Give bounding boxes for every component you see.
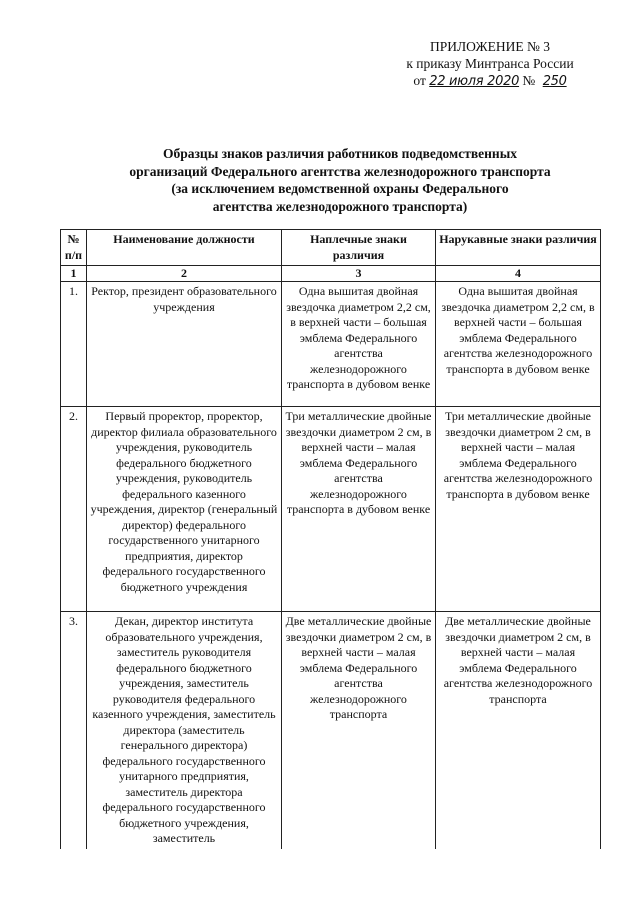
shoulder-signs-cell: Одна вышитая двойная звездочка диаметром 2,2 см, в верхней части – большая эмблема Федерального агентства железнодорожного транспорта в дубовом венке xyxy=(282,282,436,407)
order-reference: к приказу Минтранса России xyxy=(406,56,574,71)
position-cell: Декан, директор института образовательного учреждения, заместитель руководителя федерального бюджетного учреждения, заместитель руководителя федерального казенного учреждения, заместитель директора (заместитель генерального директора) федерального государственного унитарного предприятия, заместитель директора федерального государственного бюджетного учреждения, заместитель xyxy=(87,612,282,849)
insignia-table xyxy=(60,229,601,849)
table-row xyxy=(61,407,601,612)
handwritten-date: 22 июля 2020 xyxy=(429,74,520,89)
sleeve-signs-cell: Две металлические двойные звездочки диаметром 2 см, в верхней части – малая эмблема Федерального агентства железнодорожного транспорта xyxy=(436,612,601,849)
number-prefix: № xyxy=(522,73,536,88)
sleeve-signs-cell: Три металлические двойные звездочки диаметром 2 см, в верхней части – малая эмблема Федерального агентства железнодорожного транспорта в дубовом венке xyxy=(436,407,601,612)
column-index: 1 xyxy=(61,266,87,282)
row-number: 1. xyxy=(61,282,87,407)
column-index: 2 xyxy=(87,266,282,282)
sleeve-signs-cell: Одна вышитая двойная звездочка диаметром 2,2 см, в верхней части – большая эмблема Федерального агентства железнодорожного транспорта в дубовом венке xyxy=(436,282,601,407)
from-prefix: от xyxy=(413,73,426,88)
handwritten-order-number: 250 xyxy=(542,74,567,89)
order-date-number-line xyxy=(380,72,600,90)
appendix-header xyxy=(380,38,600,90)
header-num: № п/п xyxy=(61,230,87,266)
column-index: 3 xyxy=(282,266,436,282)
header-shoulder-signs: Наплечные знаки различия xyxy=(282,230,436,266)
title-line-2: организаций Федерального агентства железнодорожного транспорта xyxy=(129,163,551,179)
title-line-3: (за исключением ведомственной охраны Федерального xyxy=(171,181,509,196)
table-header-row xyxy=(61,230,601,266)
header-sleeve-signs: Нарукавные знаки различия xyxy=(436,230,601,266)
title-line-1: Образцы знаков различия работников подведомственных xyxy=(163,146,517,161)
table-row xyxy=(61,612,601,849)
appendix-label: ПРИЛОЖЕНИЕ № 3 xyxy=(429,39,551,54)
title-line-4: агентства железнодорожного транспорта) xyxy=(212,198,468,214)
document-title xyxy=(80,145,600,215)
column-index-row xyxy=(61,266,601,282)
shoulder-signs-cell: Две металлические двойные звездочки диаметром 2 см, в верхней части – малая эмблема Федерального агентства железнодорожного транспорта xyxy=(282,612,436,849)
position-cell: Первый проректор, проректор, директор филиала образовательного учреждения, руководитель федерального бюджетного учреждения, руководитель федерального казенного учреждения, директор (генеральный директор) федерального государственного унитарного предприятия, директор федерального государственного бюджетного учреждения xyxy=(87,407,282,612)
shoulder-signs-cell: Три металлические двойные звездочки диаметром 2 см, в верхней части – малая эмблема Федерального агентства железнодорожного транспорта в дубовом венке xyxy=(282,407,436,612)
row-number: 3. xyxy=(61,612,87,849)
position-cell: Ректор, президент образовательного учреждения xyxy=(87,282,282,407)
header-position: Наименование должности xyxy=(87,230,282,266)
table-row xyxy=(61,282,601,407)
column-index: 4 xyxy=(436,266,601,282)
row-number: 2. xyxy=(61,407,87,612)
